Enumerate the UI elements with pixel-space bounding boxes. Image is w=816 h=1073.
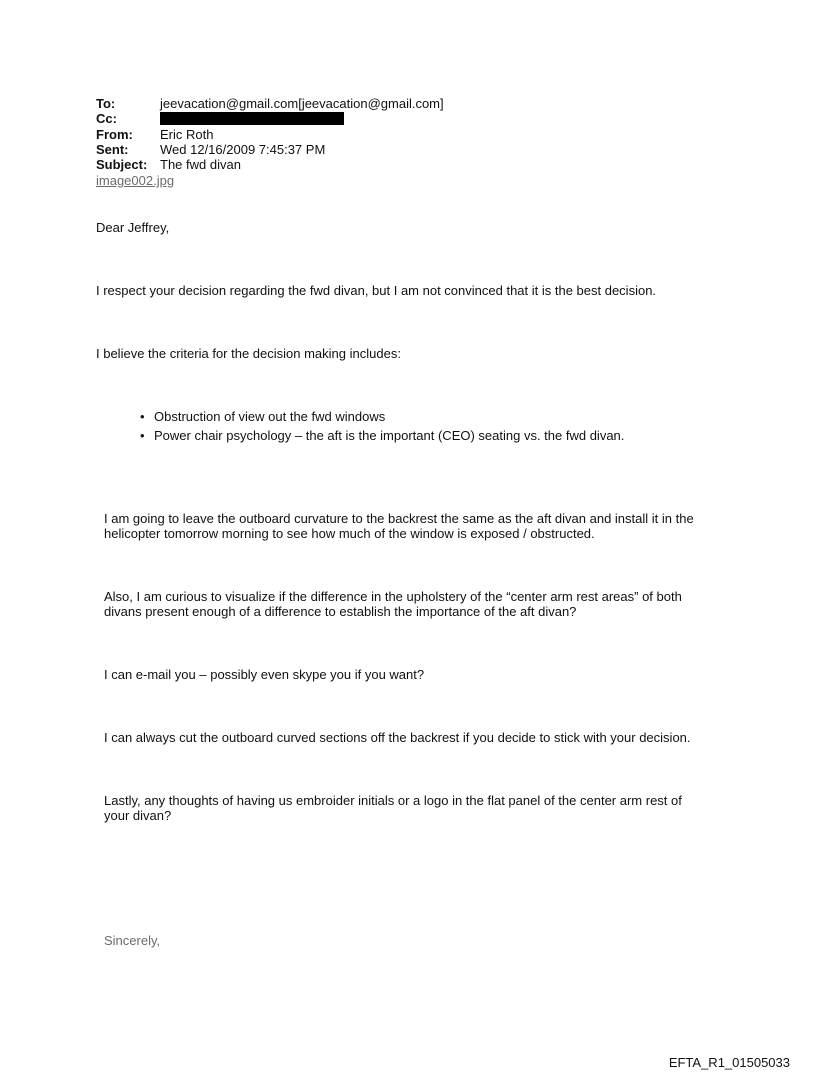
paragraph-line: helicopter tomorrow morning to see how much of the window is exposed / obstructed.	[104, 526, 595, 541]
redaction-bar	[160, 112, 344, 125]
bullet-icon: •	[140, 428, 145, 443]
signoff: Sincerely,	[104, 933, 161, 948]
list-item-text: Power chair psychology – the aft is the important (CEO) seating vs. the fwd divan.	[154, 428, 625, 443]
to-row	[96, 96, 444, 111]
document-id: EFTA_R1_01505033	[668, 1055, 790, 1070]
from-row	[96, 127, 214, 142]
cc-row	[96, 111, 117, 126]
paragraph-line: Also, I am curious to visualize if the difference in the upholstery of the “center arm rest areas” of both	[104, 589, 682, 604]
paragraph-curvature	[104, 511, 694, 541]
paragraph-line: Lastly, any thoughts of having us embroider initials or a logo in the flat panel of the center arm rest of	[104, 793, 682, 808]
paragraph-upholstery	[104, 589, 682, 619]
from-value: Eric Roth	[160, 127, 214, 142]
bullet-icon: •	[140, 409, 145, 424]
paragraph-line: your divan?	[104, 808, 172, 823]
paragraph-embroider	[104, 793, 682, 823]
paragraph-criteria: I believe the criteria for the decision making includes:	[96, 346, 401, 361]
list-item-text: Obstruction of view out the fwd windows	[154, 409, 386, 424]
list-item	[138, 409, 624, 428]
subject-value: The fwd divan	[160, 157, 241, 172]
paragraph-cut-sections: I can always cut the outboard curved sections off the backrest if you decide to stick with your decision.	[104, 730, 691, 745]
list-item	[138, 428, 624, 447]
to-label: To:	[96, 96, 116, 111]
attachment-link[interactable]: image002.jpg	[96, 173, 175, 188]
attachment-row	[96, 173, 174, 188]
from-label: From:	[96, 127, 133, 142]
subject-row	[96, 157, 241, 172]
to-value: jeevacation@gmail.com[jeevacation@gmail.com]	[160, 96, 444, 111]
sent-label: Sent:	[96, 142, 129, 157]
paragraph-line: I am going to leave the outboard curvature to the backrest the same as the aft divan and install it in the	[104, 511, 694, 526]
paragraph-decision: I respect your decision regarding the fwd divan, but I am not convinced that it is the best decision.	[96, 283, 657, 298]
paragraph-contact: I can e-mail you – possibly even skype you if you want?	[104, 667, 425, 682]
greeting: Dear Jeffrey,	[96, 220, 170, 235]
criteria-list	[138, 409, 624, 447]
cc-label: Cc:	[96, 111, 117, 126]
paragraph-line: divans present enough of a difference to establish the importance of the aft divan?	[104, 604, 577, 619]
subject-label: Subject:	[96, 157, 148, 172]
sent-value: Wed 12/16/2009 7:45:37 PM	[160, 142, 326, 157]
sent-row	[96, 142, 326, 157]
